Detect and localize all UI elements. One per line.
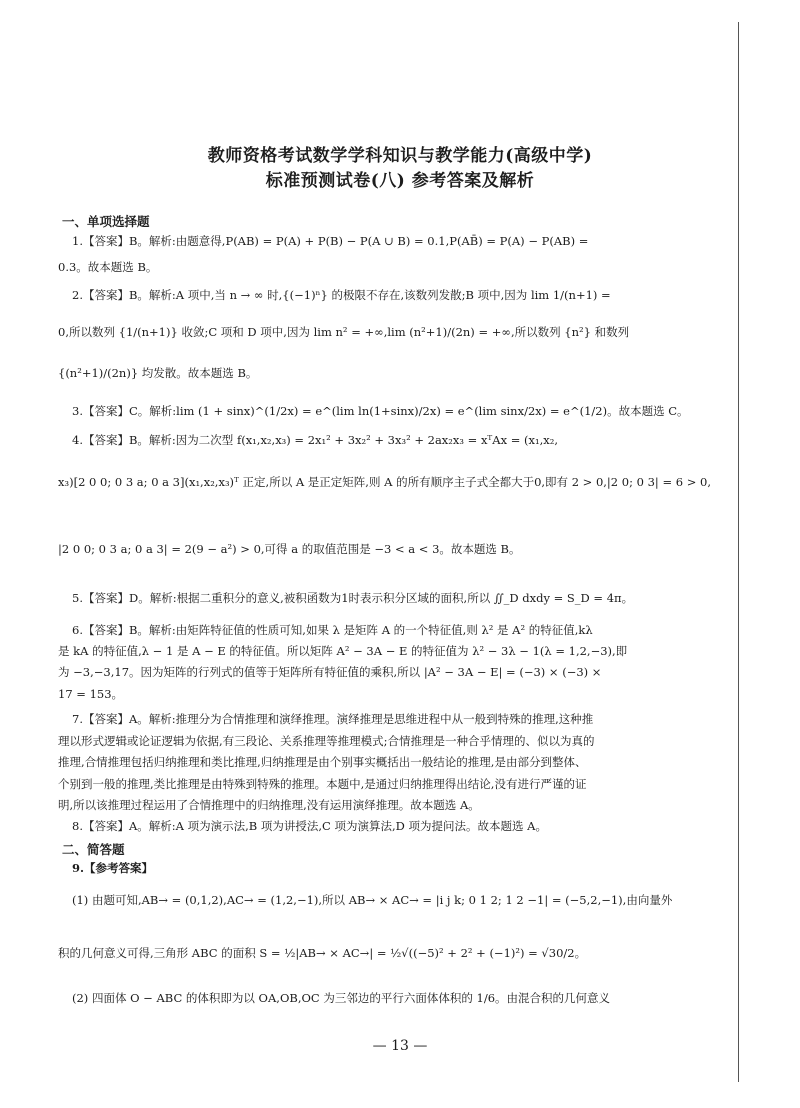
q2-line-3: {(n²+1)/(2n)} 均发散。故本题选 B。: [58, 366, 258, 380]
q2-line-1: 2.【答案】B。解析:A 项中,当 n → ∞ 时,{(−1)ⁿ} 的极限不存在,该数列发散;B 项中,因为 lim 1/(n+1) =: [72, 288, 611, 302]
q7-line-1: 7.【答案】A。解析:推理分为合情推理和演绎推理。演绎推理是思维进程中从一般到特殊的推理,这种推: [72, 712, 594, 726]
q6-line-2: 是 kA 的特征值,λ − 1 是 A − E 的特征值。所以矩阵 A² − 3A − E 的特征值为 λ² − 3λ − 1(λ = 1,2,−3),即: [58, 644, 628, 658]
q7-line-5: 明,所以该推理过程运用了合情推理中的归纳推理,没有运用演绎推理。故本题选 A。: [58, 798, 480, 812]
q4-line-2: x₃)[2 0 0; 0 3 a; 0 a 3](x₁,x₂,x₃)ᵀ 正定,所以 A 是正定矩阵,则 A 的所有顺序主子式全都大于0,即有 2 > 0,|2 0; 0 3| = 6 > 0,: [58, 475, 711, 489]
q9-heading: 9.【参考答案】: [72, 861, 154, 875]
q5-line: 5.【答案】D。解析:根据二重积分的意义,被积函数为1时表示积分区域的面积,所以 ∬_D dxdy = S_D = 4π。: [72, 591, 634, 605]
title-line-1: 教师资格考试数学学科知识与教学能力(高级中学): [207, 146, 593, 166]
page-number: — 13 —: [372, 1038, 428, 1054]
title-line-2: 标准预测试卷(八) 参考答案及解析: [265, 171, 535, 191]
q9-part1-line-2: 积的几何意义可得,三角形 ABC 的面积 S = ½|AB→ × AC→| = ½√((−5)² + 2² + (−1)²) = √30/2。: [58, 946, 587, 960]
section-heading-short-answer: 二、简答题: [62, 842, 125, 857]
q6-line-3: 为 −3,−3,17。因为矩阵的行列式的值等于矩阵所有特征值的乘积,所以 |A² − 3A − E| = (−3) × (−3) ×: [58, 665, 602, 679]
q3-line: 3.【答案】C。解析:lim (1 + sinx)^(1/2x) = e^(lim ln(1+sinx)/2x) = e^(lim sinx/2x) = e^(1/2)。故本题选 C。: [72, 404, 689, 418]
q9-part2-line: (2) 四面体 O − ABC 的体积即为以 OA,OB,OC 为三邻边的平行六面体体积的 1/6。由混合积的几何意义: [72, 991, 611, 1005]
q7-line-2: 理以形式逻辑或论证逻辑为依据,有三段论、关系推理等推理模式;合情推理是一种合乎情理的、似以为真的: [58, 734, 595, 748]
q6-line-1: 6.【答案】B。解析:由矩阵特征值的性质可知,如果 λ 是矩阵 A 的一个特征值,则 λ² 是 A² 的特征值,kλ: [72, 623, 593, 637]
q6-line-4: 17 = 153。: [58, 687, 124, 701]
q1-line-2: 0.3。故本题选 B。: [58, 260, 158, 274]
q2-line-2: 0,所以数列 {1/(n+1)} 收敛;C 项和 D 项中,因为 lim n² = +∞,lim (n²+1)/(2n) = +∞,所以数列 {n²} 和数列: [58, 325, 630, 339]
q7-line-3: 推理,合情推理包括归纳推理和类比推理,归纳推理是由个别事实概括出一般结论的推理,是由部分到整体、: [58, 755, 587, 769]
q1-line-1: 1.【答案】B。解析:由题意得,P(AB) = P(A) + P(B) − P(A ∪ B) = 0.1,P(AB̄) = P(A) − P(AB) =: [72, 234, 589, 248]
q7-line-4: 个别到一般的推理,类比推理是由特殊到特殊的推理。本题中,是通过归纳推理得出结论,没有进行严谨的证: [58, 777, 587, 791]
q9-part1-line-1: (1) 由题可知,AB→ = (0,1,2),AC→ = (1,2,−1),所以 AB→ × AC→ = |i j k; 0 1 2; 1 2 −1| = (−5,2,−1),由向量外: [72, 893, 673, 907]
q4-line-3: |2 0 0; 0 3 a; 0 a 3| = 2(9 − a²) > 0,可得 a 的取值范围是 −3 < a < 3。故本题选 B。: [58, 542, 521, 556]
q4-line-1: 4.【答案】B。解析:因为二次型 f(x₁,x₂,x₃) = 2x₁² + 3x₂² + 3x₃² + 2ax₂x₃ = xᵀAx = (x₁,x₂,: [72, 433, 558, 447]
section-heading-single-choice: 一、单项选择题: [62, 214, 150, 229]
q8-line: 8.【答案】A。解析:A 项为演示法,B 项为讲授法,C 项为演算法,D 项为提问法。故本题选 A。: [72, 819, 547, 833]
